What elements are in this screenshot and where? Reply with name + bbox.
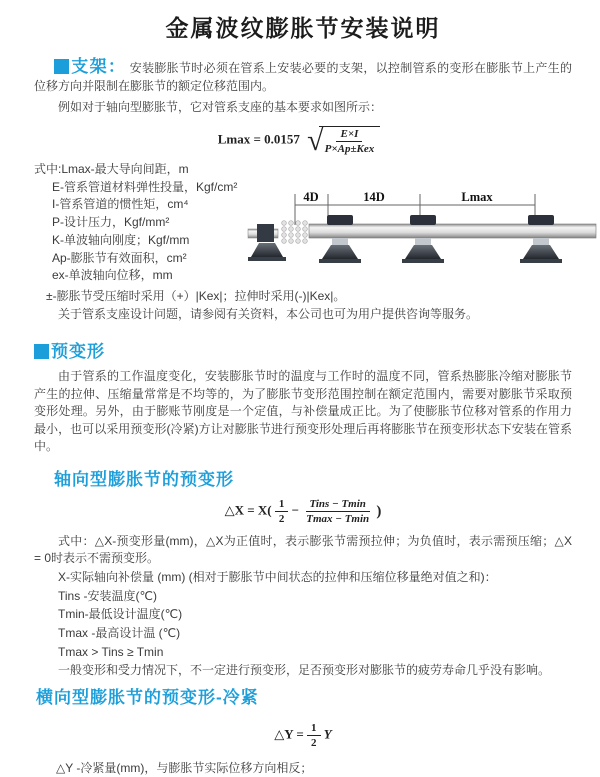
axial-heading: 轴向型膨胀节的预变形: [54, 469, 234, 489]
support-section-label: 支架：: [71, 57, 127, 76]
diagram-label-lmax: Lmax: [461, 190, 493, 204]
support-note: 关于管系支座设计问题，请参阅有关资料，本公司也可为用户提供咨询等服务。: [58, 307, 479, 321]
definitions-and-diagram: [34, 161, 572, 287]
definition-item: X-实际轴向补偿量 (mm) (相对于膨胀节中间状态的拉伸和压缩位移量绝对值之和)：: [58, 569, 497, 584]
definition-item: P-设计压力，Kgf/mm²: [52, 215, 170, 230]
formula-axial-temp-fraction: $\frac{\text{Tins − Tmin}}{Tmax - Tmin}$: [306, 497, 370, 525]
anchor-support: [248, 224, 286, 261]
definition-item: I-管系管道的惯性矩，cm⁴: [52, 197, 189, 212]
section-axial: [34, 465, 572, 680]
definition-item: K-单波轴向刚度；Kgf/mm: [52, 232, 190, 247]
definition-item: 式中:Lmax-最大导向间距，m: [34, 162, 189, 176]
axial-note: 一般变形和受力情况下，不一定进行预变形，足否预变形对膨胀节的疲劳寿命几乎没有影响。: [58, 663, 551, 678]
guide-support: [520, 215, 562, 263]
pipe-support-diagram: [248, 185, 596, 285]
plusminus-note: ±-膨胀节受压缩时采用（+）|Kex|；拉伸时采用(-)|Kex|。: [46, 289, 346, 303]
section-bullet-icon: [54, 59, 69, 74]
formula-axial-rhs: ): [376, 503, 382, 520]
section-support: [34, 58, 572, 323]
support-intro-paragraph: [34, 58, 572, 95]
definition-item: Tmin-最低设计温度(℃): [58, 607, 183, 622]
formula-lmax-fraction: $\frac{E\times I}{\text{P×Ap±Kex}}$: [324, 128, 375, 155]
diagram-label-4d: 4D: [303, 190, 319, 204]
axial-definitions-list: [34, 568, 572, 662]
formula-lateral-lhs: △Y =: [274, 726, 304, 742]
lateral-heading: 横向型膨胀节的预变形-冷紧: [36, 688, 259, 708]
definition-item: Tmax -最高设计温 (℃): [58, 626, 181, 641]
formula-axial-half-fraction: $\frac{1}{2}$: [275, 498, 289, 525]
definition-item: ex-单波轴向位移，mm: [52, 268, 173, 283]
pipe: [309, 224, 596, 238]
diagram-label-14d: 14D: [363, 190, 385, 204]
formula-axial: [34, 498, 572, 525]
predeform-body-text: 由于管系的工作温度变化，安装膨胀节时的温度与工作时的温度不同，管系热膨胀冷缩对膨胀节产生的拉伸、压缩量常常是不均等的，为了膨胀节变形范围控制在额定范围内，需要对膨胀节采取预变形处理。另外，由于膨账节刚度是一个定值，与补偿量成正比。为了使膨胀节位移对管系的作用力最小，也可以采用预变形(冷紧)方让对膨胀节进行预变形处理后再将膨胀节在预变形状态下安装在管系中。: [34, 369, 572, 454]
axial-where-text: 式中：△X-预变形量(mm)，△X为正值时，表示膨张节需预拉伸；为负值时，表示需预压缩；△X = 0时表示不需预变形。: [34, 533, 572, 566]
support-intro-text: 安装膨胀节时必须在管系上安装必要的支架，以控制管系的变形在膨胀节上产生的位移方向并限制在膨胀节的额定位移范围内。: [34, 61, 572, 93]
formula-axial-lhs: △X = X(: [224, 502, 272, 518]
definition-item: E-管系管道材料弹性投量，Kgf/cm²: [52, 179, 238, 194]
formula-lmax-lhs: Lmax = 0.0157: [217, 131, 300, 147]
section-bullet-icon: [34, 344, 49, 359]
formula-lateral: [34, 722, 572, 749]
predeform-section-label: 预变形: [51, 342, 105, 361]
definition-item: Ap-膨胀节有效面积，cm²: [52, 250, 187, 265]
support-example-text: 例如对于轴向型膨胀节，它对管系支座的基本要求如图所示：: [58, 100, 383, 114]
formula-lateral-fraction: $\frac{1}{2}$: [307, 722, 321, 749]
definition-item: Tins -安装温度(℃): [58, 588, 158, 603]
page-title: 金属波纹膨胀节安装说明: [165, 15, 441, 41]
formula-lateral-rhs: Y: [323, 726, 332, 742]
predeform-heading: [34, 337, 572, 362]
definition-item: Tmax > Tins ≥ Tmin: [58, 644, 164, 659]
section-lateral: [34, 683, 572, 777]
section-predeform: [34, 337, 572, 456]
sqrt-radical-icon: √: [307, 123, 324, 157]
lateral-note: △Y -冷紧量(mm)，与膨胀节实际位移方向相反；: [56, 761, 313, 776]
formula-axial-minus: −: [291, 502, 300, 518]
guide-support: [402, 215, 444, 263]
guide-support: [319, 215, 361, 263]
formula-lmax: [26, 123, 572, 157]
